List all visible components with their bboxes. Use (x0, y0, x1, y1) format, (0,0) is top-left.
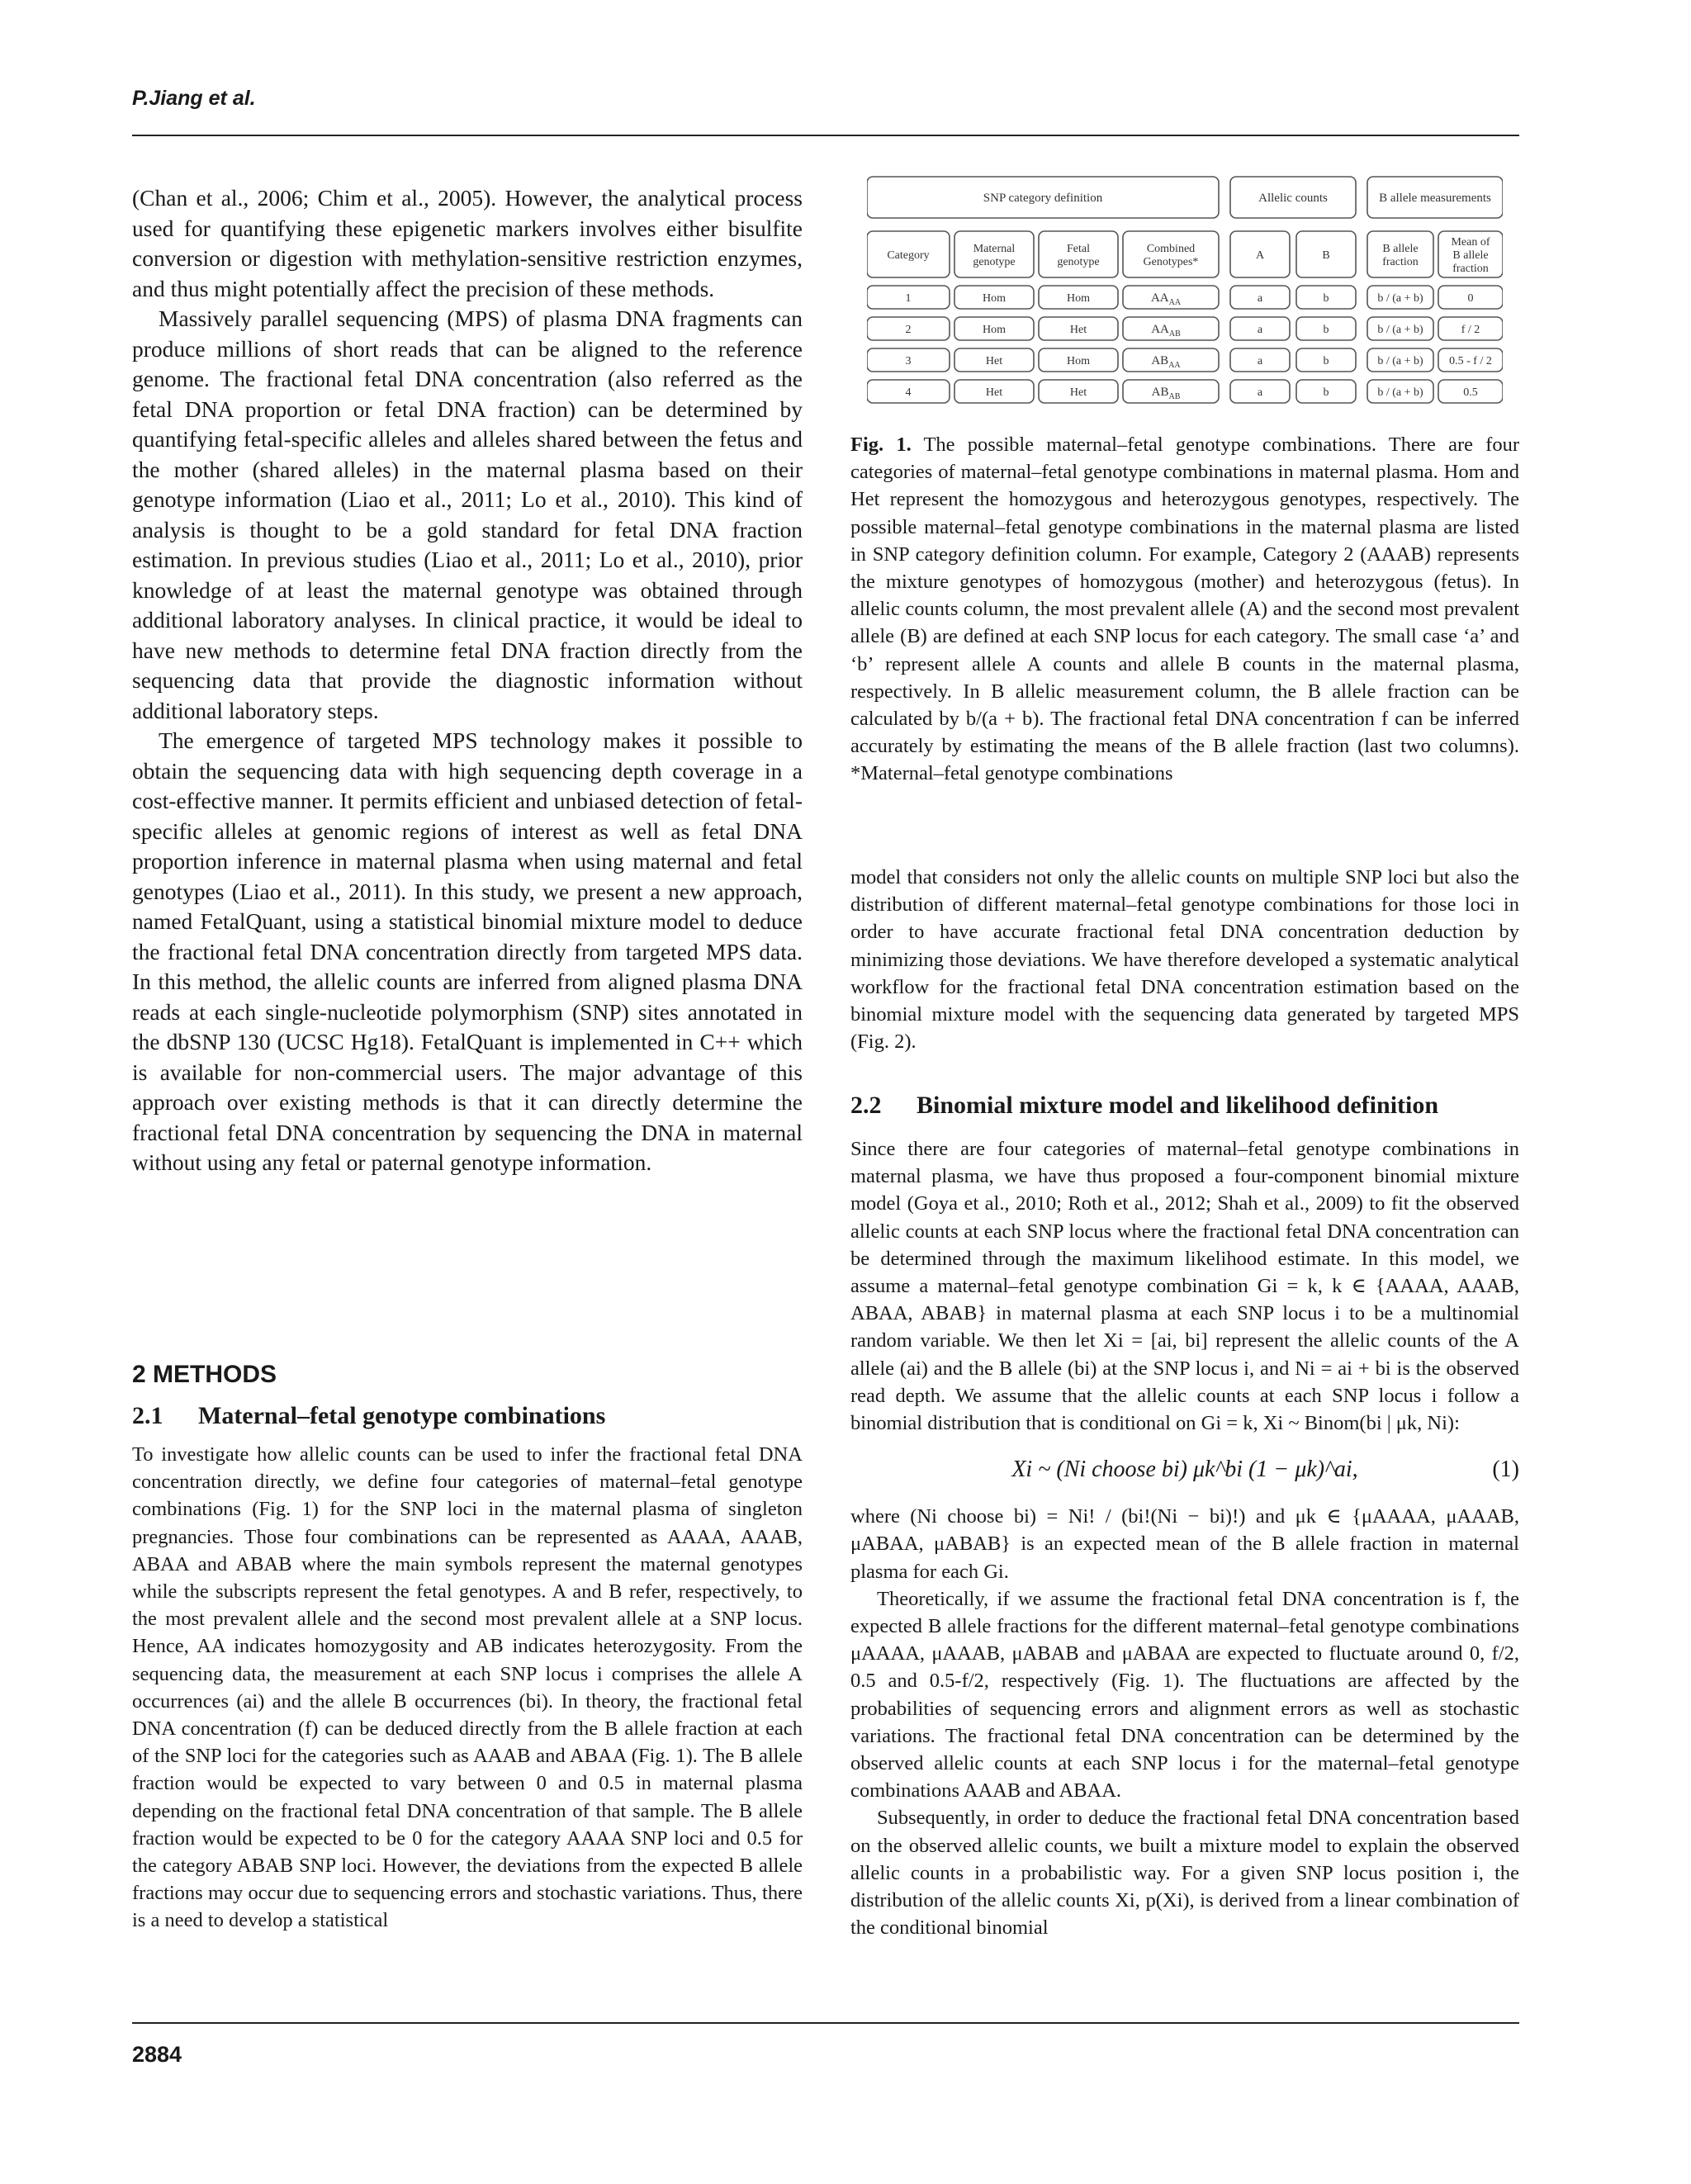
figure-cell-value: $AA_{AB}$ (1151, 323, 1181, 339)
left-column (132, 183, 803, 1178)
figure-cell-value: 3 (905, 355, 912, 367)
figure-cell-value: Hom (983, 324, 1006, 336)
figure-cell-value: 2 (905, 324, 912, 336)
figure-cell-value: f / 2 (1461, 324, 1480, 336)
figure-group-label: Allelic counts (1258, 192, 1328, 205)
figure-cell-value: Het (1069, 386, 1087, 399)
model-paragraph-4: Subsequently, in order to deduce the fractional fetal DNA concentration based on the observed allelic counts, we built a mixture model to explain the observed allelic counts in a probabilistic way. For a given SNP locus position i, the distribution of the allelic counts Xi, p(Xi), is derived from a linear combination of the conditional binomial (850, 1807, 1519, 1940)
figure-cell-value: $AB_{AA}$ (1151, 354, 1181, 370)
figure-cell-value: Het (985, 355, 1003, 367)
figure-cell-value: 0 (1467, 292, 1474, 305)
intro-paragraph-1: (Chan et al., 2006; Chim et al., 2005). However, the analytical process used for quantifying these epigenetic markers involves either bisulfite conversion or digestion with methylation-sensitive restriction enzymes, and thus might potentially affect the precision of these methods. (132, 185, 803, 301)
subsection-2-1-heading (132, 1402, 803, 1430)
figure-column-header: B (1322, 249, 1330, 262)
figure-cell-value: $AB_{AB}$ (1151, 386, 1181, 401)
subsection-2-2-body (850, 1135, 1519, 1941)
figure-cell-value: Het (985, 386, 1003, 399)
figure-cell-value: b / (a + b) (1377, 324, 1423, 336)
figure-cell-value: a (1257, 355, 1263, 367)
figure-caption-text: The possible maternal–fetal genotype combinations. There are four categories of maternal–fetal genotype combinations in maternal plasma. Hom and Het represent the homozygous and heterozygous genotypes, respectively. The possible maternal–fetal genotype combinations in the maternal plasma are listed in SNP category definition column. For example, Category 2 (AAAB) represents the mixture genotypes of homozygous (mother) and heterozygous (fetus). In allelic counts column, the most prevalent allele (A) and the second most prevalent allele (B) are defined at each SNP locus for each category. The small case ‘a’ and ‘b’ represent allele A counts and allele B counts in the maternal plasma, respectively. In B allelic measurement column, the B allele fraction can be calculated by b/(a + b). The fractional fetal DNA concentration f can be inferred accurately by estimating the means of the B allele fraction (last two columns). *Maternal–fetal genotype combinations (850, 433, 1519, 785)
running-head: P.Jiang et al. (132, 87, 256, 110)
equation-1 (850, 1437, 1519, 1503)
figure-cell-value: Hom (1067, 355, 1090, 367)
figure-cell-value: b / (a + b) (1377, 292, 1423, 305)
methods-paragraph: To investigate how allelic counts can be used to infer the fractional fetal DNA concentration directly, we define four categories of maternal–fetal genotype combinations (Fig. 1) for the SNP loci in the maternal plasma of singleton pregnancies. Those four combinations can be represented as AAAA, AAAB, ABAA and ABAB where the main symbols represent the maternal genotypes while the subscripts represent the fetal genotypes. A and B refer, respectively, to the most prevalent allele and the second most prevalent allele at a SNP locus. Hence, AA indicates homozygosity and AB indicates heterozygosity. From the sequencing data, the measurement at each SNP locus i comprises the allele A occurrences (ai) and the allele B occurrences (bi). In theory, the fractional fetal DNA concentration (f) can be deduced directly from the B allele fraction at each of the SNP loci for the categories such as AAAB and ABAA (Fig. 1). The B allele fraction would be expected to vary between 0 and 0.5 in maternal plasma depending on the fractional fetal DNA concentration of that sample. The B allele fraction would be expected to be 0 for the category AAAA SNP loci and 0.5 for the category ABAB SNP loci. However, the deviations from the expected B allele fractions may occur due to sequencing errors and stochastic variations. Thus, there is a need to develop a statistical (132, 1443, 803, 1932)
figure-column-header: Fetal genotype (1057, 243, 1100, 268)
subsection-number: 2.2 (850, 1092, 882, 1119)
right-column-continuation (850, 864, 1519, 1055)
figure-column-header: Maternal genotype (973, 243, 1016, 268)
intro-paragraph-3: The emergence of targeted MPS technology makes it possible to obtain the sequencing data with high sequencing depth coverage in a cost-effective manner. It permits efficient and unbiased detection of fetal-specific alleles at genomic regions of interest as well as fetal DNA proportion inference in maternal plasma when using maternal and fetal genotypes (Liao et al., 2011). In this study, we present a new approach, named FetalQuant, using a statistical binomial mixture model to deduce the fractional fetal DNA concentration directly from targeted MPS data. In this method, the allelic counts are inferred from aligned plasma DNA reads at each single-nucleotide polymorphism (SNP) sites annotated in the dbSNP 130 (UCSC Hg18). FetalQuant is implemented in C++ which is available for non-commercial users. The major advantage of this approach over existing methods is that it can directly determine the fractional fetal DNA concentration by sequencing the DNA in maternal without using any fetal or paternal genotype information. (132, 727, 803, 1175)
figure-cell-value: 4 (905, 386, 912, 399)
figure-1-caption (850, 431, 1519, 788)
figure-group-label: B allele measurements (1379, 192, 1491, 205)
figure-cell-value: a (1257, 386, 1263, 399)
figure-cell-value: Hom (1067, 292, 1090, 305)
methods-section (132, 1361, 803, 1389)
figure-cell-value: a (1257, 324, 1263, 336)
subsection-title: Maternal–fetal genotype combinations (198, 1402, 606, 1429)
figure-cell-value: b / (a + b) (1377, 355, 1423, 367)
figure-cell-value: 0.5 - f / 2 (1449, 355, 1492, 367)
figure-cell-value: b (1323, 355, 1329, 367)
figure-1-table (867, 173, 1503, 421)
figure-cell-value: b (1323, 324, 1329, 336)
figure-cell-value: b (1323, 386, 1329, 399)
figure-cell-value: b (1323, 292, 1329, 305)
subsection-title: Binomial mixture model and likelihood definition (917, 1092, 1439, 1119)
figure-cell-value: a (1257, 292, 1263, 305)
figure-cell-value: 1 (905, 292, 912, 305)
header-rule (132, 135, 1519, 136)
figure-column-header: Combined Genotypes* (1143, 243, 1199, 268)
figure-column-header: Mean of B allele fraction (1451, 236, 1490, 275)
model-paragraph-3: Theoretically, if we assume the fractional fetal DNA concentration is f, the expected B allele fractions for the different maternal–fetal genotype combinations μAAAA, μAAAB, μABAB and μABAA are expected to fluctuate around 0, f/2, 0.5 and 0.5-f/2, respectively (Fig. 1). The fluctuations are affected by the probabilities of sequencing errors and alignment errors as well as stochastic variations. The fractional fetal DNA concentration can be determined by the observed allelic counts at each SNP locus i for the maternal–fetal genotype combinations AAAB and ABAA. (850, 1587, 1519, 1803)
figure-cell-value: 0.5 (1463, 386, 1478, 399)
figure-column-header: B allele fraction (1382, 243, 1419, 268)
methods-body (132, 1441, 803, 1935)
subsection-2-2-heading (850, 1092, 1519, 1120)
footer-rule (132, 2022, 1519, 2024)
figure-cell-value: Het (1069, 324, 1087, 336)
figure-column-header: A (1255, 249, 1265, 262)
figure-cell-value: $AA_{AA}$ (1150, 291, 1182, 307)
equation-number: (1) (1492, 1457, 1519, 1483)
model-paragraph-1: Since there are four categories of maternal–fetal genotype combinations in maternal plasma, we have thus proposed a four-component binomial mixture model (Goya et al., 2010; Roth et al., 2012; Shah et al., 2009) to fit the observed allelic counts at each SNP locus where the fractional fetal DNA concentration can be determined through the maximum likelihood estimate. In this model, we assume a maternal–fetal genotype combination Gi = k, k ∈ {AAAA, AAAB, ABAA, ABAB} in maternal plasma at each SNP locus i to be a multinomial random variable. We then let Xi = [ai, bi] represent the allelic counts of the A allele (ai) and the B allele (bi) at the SNP locus i, and Ni = ai + bi is the observed read depth. We assume that the allelic counts at each SNP locus i follow a binomial distribution that is conditional on Gi = k, Xi ~ Binom(bi | μk, Ni): (850, 1138, 1519, 1435)
intro-paragraph-2: Massively parallel sequencing (MPS) of plasma DNA fragments can produce millions of short reads that can be aligned to the reference genome. The fractional fetal DNA concentration (also referred as the fetal DNA proportion or fetal DNA fraction) can be determined by quantifying fetal-specific alleles and alleles shared between the fetus and the mother (shared alleles) in the maternal plasma based on their genotype information (Liao et al., 2011; Lo et al., 2010). This kind of analysis is thought to be a gold standard for fetal DNA fraction estimation. In previous studies (Liao et al., 2011; Lo et al., 2010), prior knowledge of at least the maternal genotype was obtained through additional laboratory analyses. In clinical practice, it would be ideal to have new methods to determine fetal DNA fraction directly from the sequencing data that provide the diagnostic information without additional laboratory steps. (132, 306, 803, 723)
equation-expression: Xi ~ (Ni choose bi) μk^bi (1 − μk)^ai, (1011, 1457, 1358, 1483)
page-number: 2884 (132, 2042, 182, 2067)
figure-group-label: SNP category definition (983, 192, 1103, 205)
section-heading-methods: 2 METHODS (132, 1361, 277, 1388)
figure-cell-value: b / (a + b) (1377, 386, 1423, 399)
figure-column-header: Category (887, 249, 930, 262)
continuation-paragraph: model that considers not only the allelic counts on multiple SNP loci but also the distribution of different maternal–fetal genotype combinations for those loci in order to have accurate fractional fetal DNA concentration deduction by minimizing those deviations. We have therefore developed a systematic analytical workflow for the fractional fetal DNA concentration estimation based on the binomial mixture model with the sequencing data generated by targeted MPS (Fig. 2). (850, 866, 1519, 1054)
figure-caption-label: Fig. 1. (850, 433, 912, 456)
subsection-number: 2.1 (132, 1402, 163, 1429)
model-paragraph-2: where (Ni choose bi) = Ni! / (bi!(Ni − bi)!) and μk ∈ {μAAAA, μAAAB, μABAA, μABAB} is an expected mean of the B allele fraction in maternal plasma for each Gi. (850, 1505, 1519, 1583)
figure-cell-value: Hom (983, 292, 1006, 305)
